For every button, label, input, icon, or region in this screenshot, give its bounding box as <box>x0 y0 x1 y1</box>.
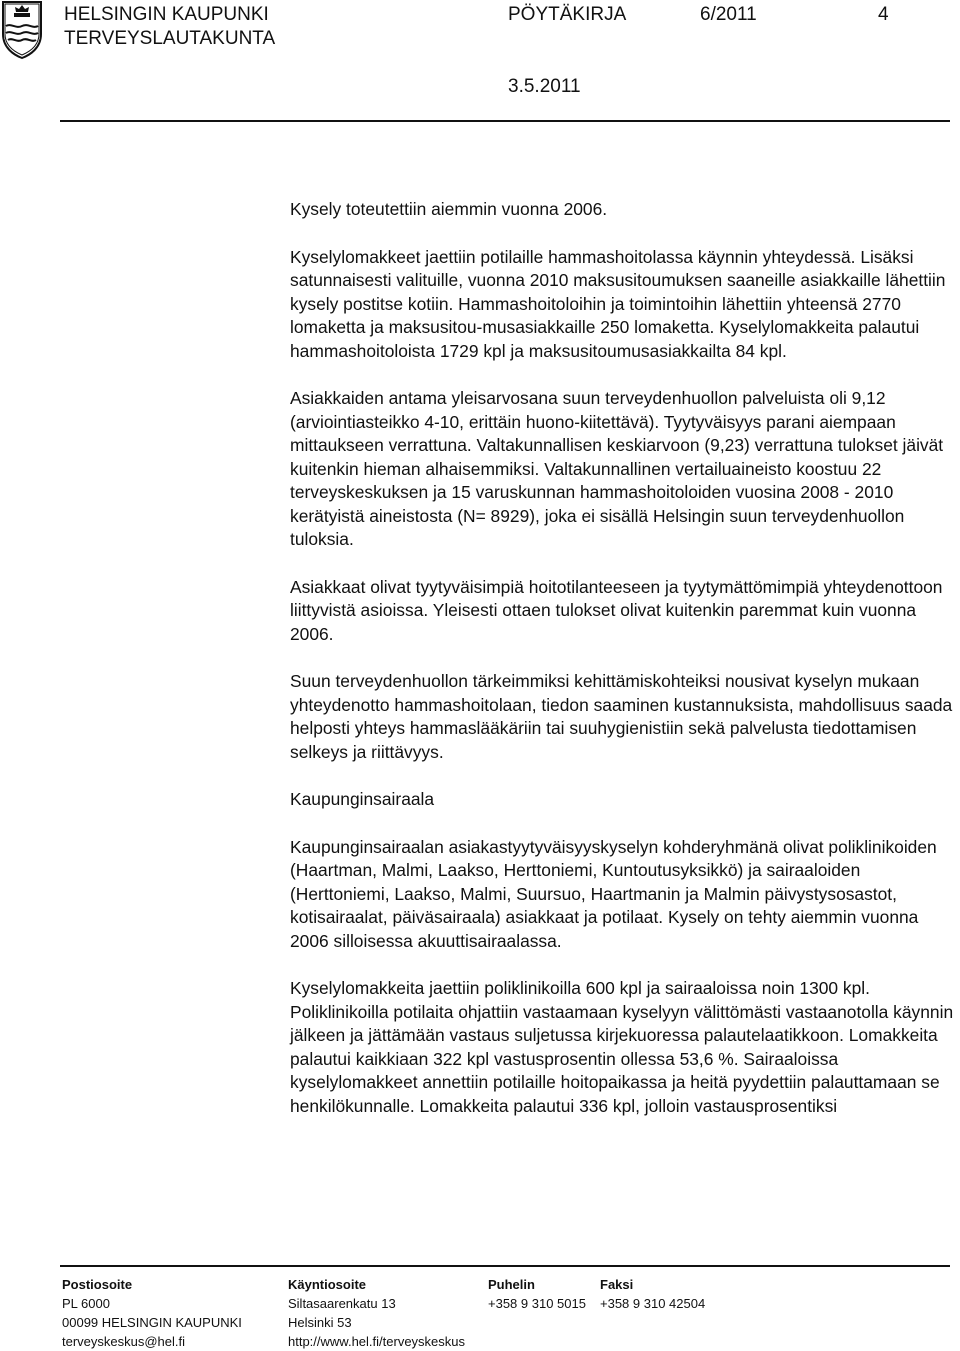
organization-name: HELSINGIN KAUPUNKI <box>64 4 269 25</box>
postal-address <box>62 1275 242 1351</box>
meeting-date: 3.5.2011 <box>508 76 581 97</box>
fax-number: +358 9 310 42504 <box>600 1296 706 1311</box>
paragraph: Asiakkaat olivat tyytyväisimpiä hoitotilanteeseen ja tyytymättömimpiä yhteydenottoon liittyvistä asioissa. Yleisesti ottaen tulokset olivat kuitenkin paremmat kuin vuonna 2006. <box>290 576 943 644</box>
postal-code-city: 00099 HELSINGIN KAUPUNKI <box>62 1315 242 1330</box>
phone-info <box>488 1275 586 1313</box>
page-number: 4 <box>878 4 889 25</box>
paragraph: Kaupunginsairaalan asiakastyytyväisyyskyselyn kohderyhmänä olivat poliklinikoiden (Haartman, Malmi, Laakso, Herttoniemi, Kuntoutusyksikkö) ja sairaaloiden (Herttoniemi, Laakso, Malmi, Suursuo, Haartmanin ja Malmin päivystysosastot, kotisairaalat, päiväsairaala) asiakkaat ja potilaat. Kysely on tehty aiemmin vuonna 2006 silloisessa akuuttisairaalassa. <box>290 836 937 951</box>
visiting-address-heading: Käyntiosoite <box>288 1277 367 1292</box>
postal-address-heading: Postiosoite <box>62 1277 133 1292</box>
visiting-address <box>288 1275 465 1351</box>
website-url: http://www.hel.fi/terveyskeskus <box>288 1334 466 1349</box>
document-number: 6/2011 <box>700 4 757 25</box>
page-footer <box>0 1265 960 1348</box>
postal-box: PL 6000 <box>62 1296 110 1311</box>
header-divider <box>60 120 950 122</box>
section-heading: Kaupunginsairaala <box>290 789 435 809</box>
street-address: Siltasaarenkatu 13 <box>288 1296 396 1311</box>
phone-number: +358 9 310 5015 <box>488 1296 586 1311</box>
fax-info <box>600 1275 705 1313</box>
footer-divider <box>60 1265 950 1267</box>
page-header <box>0 0 960 130</box>
helsinki-crest-logo <box>0 0 44 60</box>
document-body <box>290 198 955 1142</box>
city: Helsinki 53 <box>288 1315 352 1330</box>
fax-heading: Faksi <box>600 1277 634 1292</box>
email-address: terveyskeskus@hel.fi <box>62 1334 186 1349</box>
paragraph: Suun terveydenhuollon tärkeimmiksi kehittämiskohteiksi nousivat kyselyn mukaan yhteydenotto hammashoitolaan, tiedon saaminen kustannuksista, mahdollisuus saada helposti yhteys hammaslääkäriin tai suuhygienistiin sekä palvelusta tiedottamisen selkeys ja riittävyys. <box>290 671 953 762</box>
paragraph: Kyselylomakkeita jaettiin poliklinikoilla 600 kpl ja sairaaloissa noin 1300 kpl. Poliklinikoilla potilaita ohjattiin vastaamaan kyselyyn välittömästi vastaanotolla käynnin jälkeen ja jättämään vastaus suljetussa kirjekuoressa palautelaatikkoon. Lomakkeita palautui kaikkiaan 322 kpl vastusprosentin ollessa 53,6 %. Sairaaloissa kyselylomakkeet annettiin potilaille hoitopaikassa ja heitä pyydettiin palauttamaan se henkilökunnalle. Lomakkeita palautui 336 kpl, jolloin vastausprosentiksi <box>290 978 954 1116</box>
department-name: TERVEYSLAUTAKUNTA <box>64 28 276 49</box>
paragraph: Asiakkaiden antama yleisarvosana suun terveydenhuollon palveluista oli 9,12 (arviointiasteikko 4-10, erittäin huono-kiitettävä). Tyytyväisyys parani aiempaan mittaukseen verrattuna. Valtakunnallisen keskiarvoon (9,23) verrattuna tulokset jäivät kuitenkin hieman alhaisemmiksi. Valtakunnallinen vertailuaineisto koostuu 22 terveyskeskuksen ja 15 varuskunnan hammashoitoloiden vuosina 2008 - 2010 kerätyistä aineistosta (N= 8929), joka ei sisällä Helsingin suun terveydenhuollon tuloksia. <box>290 388 944 549</box>
paragraph: Kyselylomakkeet jaettiin potilaille hammashoitolassa käynnin yhteydessä. Lisäksi satunnaisesti valituille, vuonna 2010 maksusitoumuksen saaneille asiakkaille lähettiin kysely postitse kotiin. Hammashoitoloihin ja toimintoihin lähettiin yhteensä 2770 lomaketta ja maksusitou-musasiakkaille 250 lomaketta. Kyselylomakkeita palautui hammashoitoloista 1729 kpl ja maksusitoumusasiakkailta 84 kpl. <box>290 246 946 361</box>
paragraph: Kysely toteutettiin aiemmin vuonna 2006. <box>290 199 608 219</box>
document-type: PÖYTÄKIRJA <box>508 4 627 25</box>
phone-heading: Puhelin <box>488 1277 535 1292</box>
